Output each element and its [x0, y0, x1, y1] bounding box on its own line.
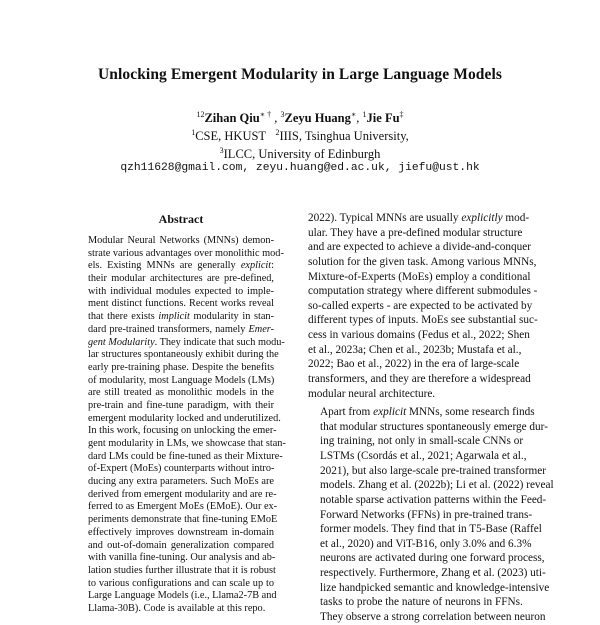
author-emails: qzh11628@gmail.com, zeyu.huang@ed.ac.uk, jiefu@ust.hk [120, 162, 480, 175]
abstract-line: dard LMs could be fine-tuned as their Mixture- [88, 450, 283, 462]
paper-title: Unlocking Emergent Modularity in Large Language Models [97, 66, 503, 83]
body-line: ing training, not only in small-scale CNNs or [320, 435, 524, 448]
abstract-line: Modular Neural Networks (MNNs) demon- [88, 235, 274, 246]
affiliation-1: CSE, HKUST [195, 128, 267, 143]
author-2-superscript: 3 [280, 110, 285, 119]
body-line: and are expected to achieve a divide-and-conquer [308, 241, 532, 254]
body-line: modular neural architecture. [308, 387, 436, 400]
abstract-line: early pre-training phase. Despite the benefits [88, 361, 274, 373]
body-line: computation strategy where different submodules - [308, 285, 538, 298]
abstract-line: gent Modularity. They indicate that such modu- [88, 336, 285, 348]
abstract-line: their modular architectures are pre-defined, [88, 273, 274, 285]
abstract-line: ducing any extra parameters. Such MoEs are [88, 476, 274, 488]
abstract-line: of-Expert (MoEs) counterparts without intro- [88, 463, 275, 475]
body-line: transformers, and they are therefore a widespread [308, 372, 531, 385]
abstract-line: ment distinct functions. Recent works reveal [88, 298, 274, 310]
abstract-line: Large Language Models (i.e., Llama2-7B and [88, 590, 277, 602]
body-line: models. Zhang et al. (2022b); Li et al. (2022) reveal [320, 479, 554, 492]
abstract-line: ferred to as Emergent MoEs (EMoE). Our ex- [88, 501, 278, 513]
abstract-line: effectively improves downstream in-domain [88, 526, 274, 538]
author-block [0, 108, 600, 176]
body-line: solution for the given task. Among various MNNs, [308, 255, 537, 268]
abstract-line: strate various advantages over monolithic mod- [88, 247, 284, 259]
body-line: respectively. Furthermore, Zhang et al. (2023) uti- [320, 567, 546, 579]
body-line: Mixture-of-Experts (MoEs) employ a conditional [308, 270, 531, 283]
abstract-line: with individual modules expected to imple- [88, 285, 274, 297]
body-line: that modular structures spontaneously emerge dur- [320, 420, 548, 433]
body-line: tasks to probe the nature of neurons in FFNs. [320, 596, 523, 609]
abstract-line: els. Existing MNNs are generally explicit: [88, 260, 274, 272]
abstract-line: lation studies further illustrate that it is robust [88, 564, 276, 576]
abstract-line: to various configurations and can scale up to [88, 577, 274, 589]
abstract-line: derived from emergent modularity and are re- [88, 488, 277, 500]
abstract-line: that there exists implicit modularity in stan- [88, 311, 275, 323]
affiliation-2-superscript: 2 [275, 127, 280, 137]
abstract-line: dard pre-trained transformers, namely Emer- [88, 323, 274, 335]
body-line: et al., 2020) and ViT-B16, only 3.0% and 6.3% [320, 537, 532, 550]
abstract-line: emergent modularity locked and underutilized. [88, 412, 281, 424]
body-line: former models. They find that in T5-Base (Raffel [320, 523, 542, 536]
author-2-name: Zeyu Huang [284, 111, 351, 125]
author-3-mark: ‡ [399, 110, 404, 119]
author-line [0, 108, 600, 126]
author-1-superscript: 12 [196, 110, 205, 119]
body-line: Apart from explicit MNNs, some research finds [320, 406, 535, 419]
body-line: neurons are activated during one forward process, [320, 552, 545, 565]
body-line: notable sparse activation patterns within the Feed- [320, 493, 547, 506]
abstract-line: Llama-30B). Code is available at this repo. [88, 602, 266, 614]
author-3-name: Jie Fu [366, 111, 400, 125]
introduction-body [308, 211, 554, 625]
abstract-line: are still treated as monolithic models in the [88, 387, 274, 399]
abstract-line: and out-of-domain generalization compared [88, 539, 274, 551]
abstract-line: periments demonstrate that fine-tuning EMoE [88, 514, 278, 526]
abstract-line: lar structures spontaneously exhibit during the [88, 349, 279, 361]
abstract-line: In this work, focusing on unlocking the emer- [88, 425, 277, 437]
body-line: et al., 2023a; Chen et al., 2023b; Mustafa et al., [308, 343, 522, 356]
paragraph-mnn-explicit [308, 211, 538, 401]
body-line: different types of inputs. MoEs see substantial suc- [308, 314, 538, 327]
body-line: ular. They have a pre-defined modular structure [308, 226, 523, 239]
affiliation-2: IIIS, Tsinghua University, [279, 128, 409, 143]
abstract-line: pre-train and fine-tune paradigm, with their [88, 399, 274, 411]
abstract-line: gent modularity in LMs, we showcase that stan- [88, 438, 286, 449]
body-line: 2021), but also large-scale pre-trained transformer [320, 464, 546, 477]
body-line: 2022; Bao et al., 2022) in the era of large-scale [308, 358, 520, 371]
affiliation-line-2 [0, 144, 600, 162]
body-line: so-called experts - are expected to be activated by [308, 299, 533, 312]
affiliation-3: ILCC, University of Edinburgh [223, 146, 381, 161]
paragraph-emergent-modularity [308, 405, 554, 624]
affiliation-1-superscript: 1 [191, 127, 196, 137]
affiliation-3-superscript: 3 [219, 145, 224, 155]
author-2-mark: ∗ [350, 110, 357, 119]
author-separator-2: , [356, 111, 363, 125]
body-line: Forward Networks (FFNs) in pre-trained trans- [320, 508, 533, 521]
body-line: cess in various domains (Fedus et al., 2022; Shen [308, 329, 530, 341]
abstract-line: of modularity, most Language Models (LMs) [88, 374, 275, 386]
body-line: lize handpicked semantic and knowledge-intensive [320, 581, 550, 594]
affiliation-line-1 [0, 126, 600, 144]
body-line: They observe a strong correlation between neuron [320, 610, 546, 623]
author-1-mark: ∗ † [259, 110, 272, 119]
author-separator-1: , [271, 111, 281, 125]
abstract-line: with vanilla fine-tuning. Our analysis and ab- [88, 552, 276, 564]
author-1-name: Zihan Qiu [204, 111, 260, 125]
body-line: LSTMs (Csordás et al., 2021; Agarwala et al., [320, 450, 527, 462]
body-line: 2022). Typical MNNs are usually explicitly mod- [308, 212, 530, 224]
abstract-heading: Abstract [158, 212, 204, 226]
abstract-body [88, 235, 286, 616]
author-3-superscript: 1 [362, 110, 367, 119]
